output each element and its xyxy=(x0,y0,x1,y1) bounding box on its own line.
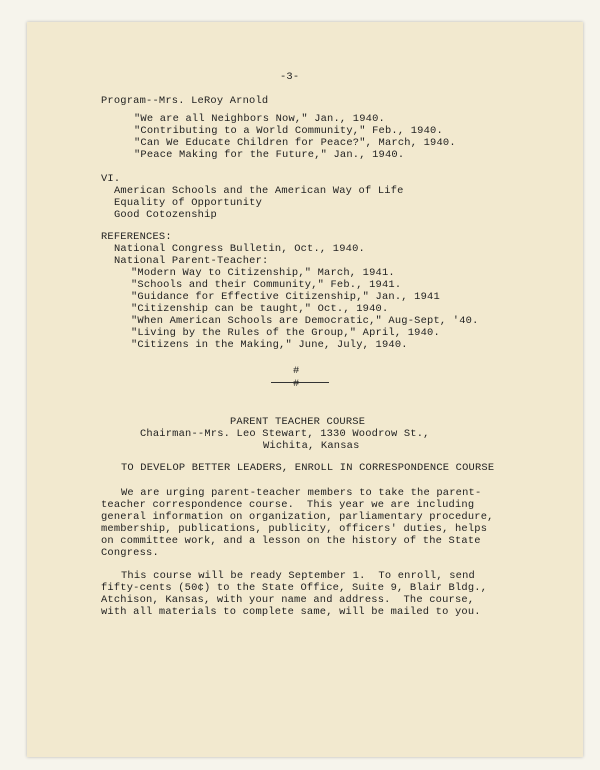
course-city: Wichita, Kansas xyxy=(263,440,360,452)
paragraph-line: Atchison, Kansas, with your name and address. The course, xyxy=(101,594,475,606)
reference-item: "Guidance for Effective Citizenship," Jan., 1941 xyxy=(131,291,440,303)
references-heading: REFERENCES: xyxy=(101,231,172,243)
separator-hash-bottom: # xyxy=(293,378,300,390)
document-page xyxy=(27,22,583,757)
course-slogan: TO DEVELOP BETTER LEADERS, ENROLL IN CORRESPONDENCE COURSE xyxy=(121,462,495,474)
paragraph-line: general information on organization, parliamentary procedure, xyxy=(101,511,494,523)
page-number: -3- xyxy=(280,71,300,83)
paragraph-line: membership, publications, publicity, officers' duties, helps xyxy=(101,523,488,535)
paragraph-line: fifty-cents (50¢) to the State Office, Suite 9, Blair Bldg., xyxy=(101,582,488,594)
reference-item: "Citizens in the Making," June, July, 1940. xyxy=(131,339,408,351)
program-item: "We are all Neighbors Now," Jan., 1940. xyxy=(134,113,385,125)
section-vi-item: Good Cotozenship xyxy=(114,209,217,221)
separator-rule xyxy=(271,382,329,383)
program-item: "Contributing to a World Community," Feb., 1940. xyxy=(134,125,443,137)
reference-bulletin: National Congress Bulletin, Oct., 1940. xyxy=(114,243,365,255)
program-heading: Program--Mrs. LeRoy Arnold xyxy=(101,95,269,107)
paragraph-line: with all materials to complete same, will be mailed to you. xyxy=(101,606,481,618)
paragraph-line: We are urging parent-teacher members to take the parent- xyxy=(121,487,482,499)
section-vi-heading: VI. xyxy=(101,173,121,185)
program-item: "Peace Making for the Future," Jan., 1940. xyxy=(134,149,405,161)
section-vi-item: Equality of Opportunity xyxy=(114,197,263,209)
paragraph-line: on committee work, and a lesson on the history of the State xyxy=(101,535,481,547)
paragraph-line: Congress. xyxy=(101,547,159,559)
separator-hash-top: # xyxy=(293,365,300,377)
paragraph-line: This course will be ready September 1. To enroll, send xyxy=(121,570,475,582)
course-title: PARENT TEACHER COURSE xyxy=(230,416,366,428)
section-vi-item: American Schools and the American Way of Life xyxy=(114,185,404,197)
course-chairman: Chairman--Mrs. Leo Stewart, 1330 Woodrow St., xyxy=(140,428,430,440)
paragraph-line: teacher correspondence course. This year we are including xyxy=(101,499,475,511)
reference-item: "Modern Way to Citizenship," March, 1941. xyxy=(131,267,395,279)
reference-parent-teacher: National Parent-Teacher: xyxy=(114,255,269,267)
reference-item: "When American Schools are Democratic," Aug-Sept, '40. xyxy=(131,315,479,327)
reference-item: "Citizenship can be taught," Oct., 1940. xyxy=(131,303,389,315)
program-item: "Can We Educate Children for Peace?", March, 1940. xyxy=(134,137,456,149)
reference-item: "Schools and their Community," Feb., 1941. xyxy=(131,279,402,291)
reference-item: "Living by the Rules of the Group," April, 1940. xyxy=(131,327,440,339)
